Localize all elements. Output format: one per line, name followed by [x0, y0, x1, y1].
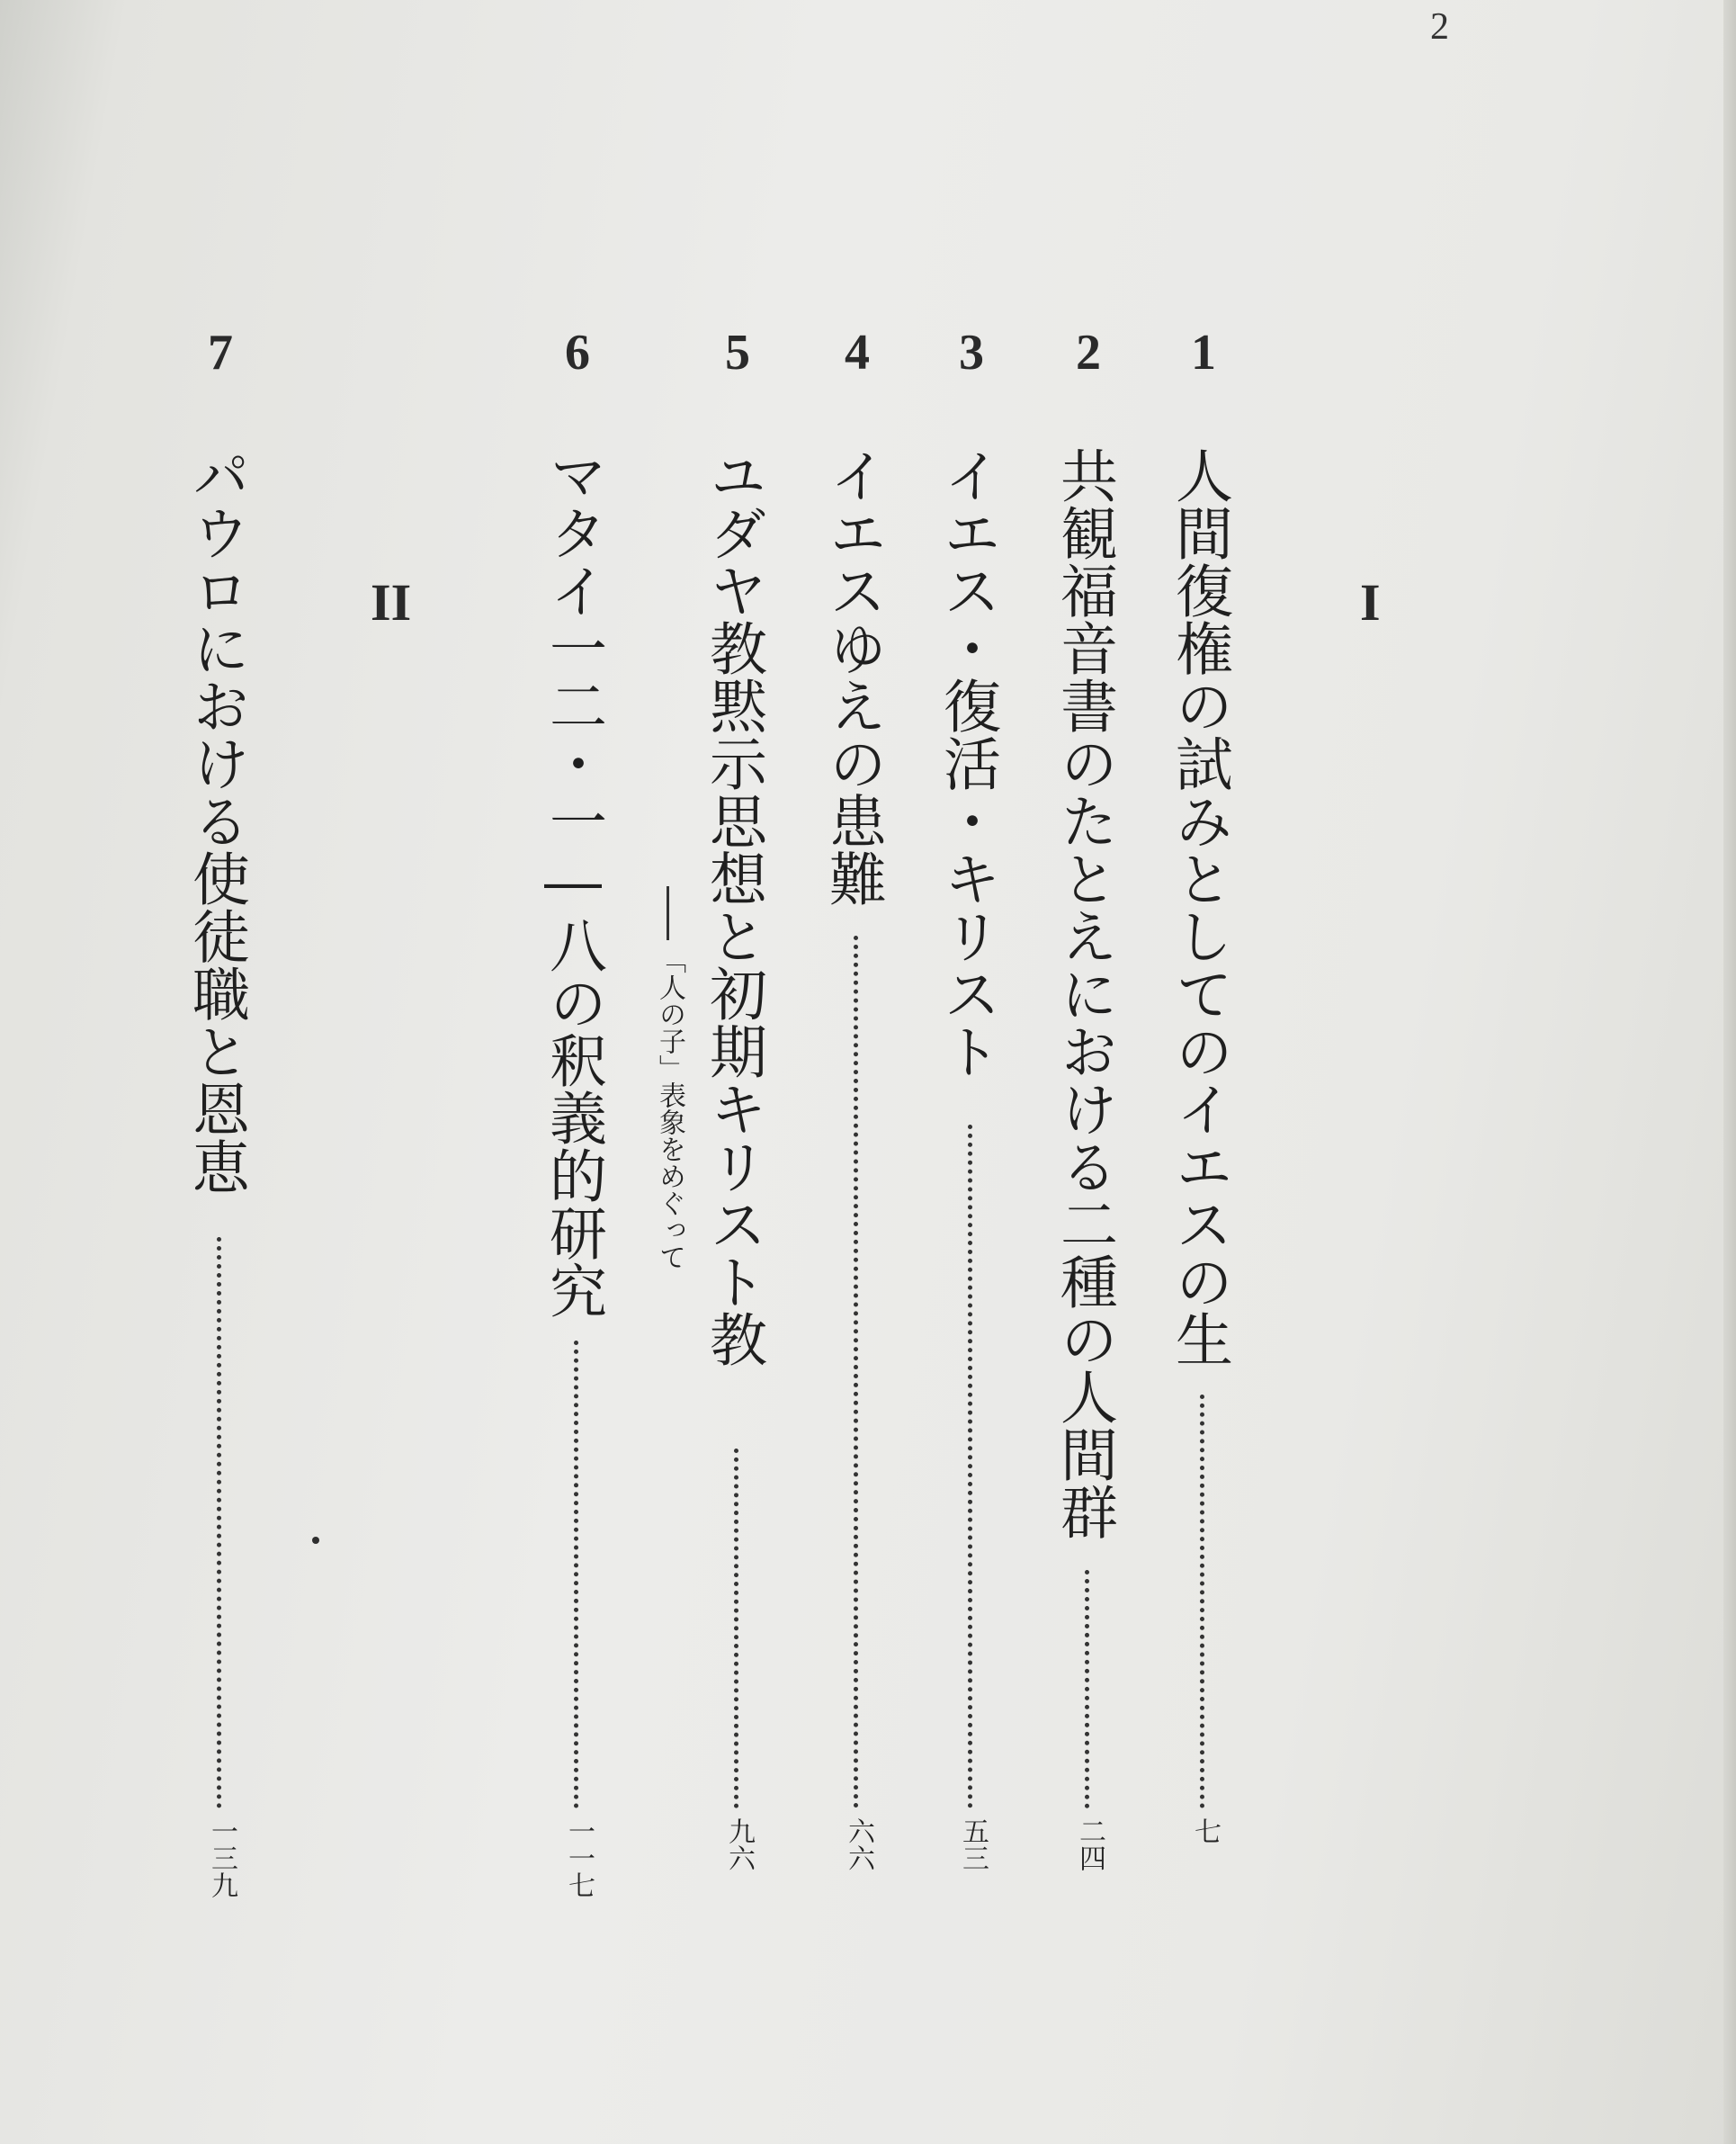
toc-entry-page: 九六 [723, 1817, 755, 1871]
toc-entry-number: 4 [845, 325, 870, 381]
paper-speck [312, 1537, 319, 1544]
dot-leader [217, 1237, 221, 1808]
page-edge [1723, 0, 1736, 2144]
toc-entry-title[interactable]: イエスゆえの患難 [819, 446, 886, 907]
toc-entry-title[interactable]: マタイ一二・一―八の釈義的研究 [540, 446, 606, 1319]
toc-entry-page: 五三 [957, 1817, 989, 1871]
toc-entry-page: 七 [1189, 1817, 1221, 1844]
dot-leader [968, 1125, 972, 1808]
toc-entry-page: 六六 [843, 1817, 874, 1871]
dot-leader [1085, 1570, 1089, 1808]
dot-leader [734, 1449, 738, 1808]
section-mark-ii: II [371, 573, 412, 632]
toc-entry-page: 一三九 [206, 1817, 237, 1898]
toc-entry-title[interactable]: パウロにおける使徒職と恩恵 [183, 446, 249, 1195]
toc-entry-subtitle: 「人の子」表象をめぐって [654, 946, 685, 1270]
dot-leader [854, 936, 858, 1808]
toc-entry-number: 5 [725, 325, 750, 381]
subtitle-dash [667, 886, 669, 940]
toc-entry-number: 7 [208, 325, 233, 381]
toc-entry-number: 2 [1076, 325, 1101, 381]
page-number: 2 [1430, 6, 1449, 48]
toc-entry-title[interactable]: ユダヤ教黙示思想と初期キリスト教 [700, 446, 766, 1368]
dot-leader [1200, 1395, 1204, 1808]
toc-entry-page: 一一七 [563, 1817, 595, 1898]
toc-entry-number: 3 [959, 325, 984, 381]
toc-entry-number: 1 [1191, 325, 1216, 381]
toc-entry-number: 6 [565, 325, 590, 381]
toc-entry-title[interactable]: 共観福音書のたとえにおける二種の人間群 [1051, 446, 1117, 1540]
dot-leader [574, 1341, 578, 1808]
toc-entry-title[interactable]: 人間復権の試みとしてのイエスの生 [1166, 446, 1232, 1368]
section-mark-i: I [1360, 573, 1381, 632]
toc-entry-title[interactable]: イエス・復活・キリスト [934, 446, 1000, 1080]
toc-entry-page: 二四 [1074, 1817, 1105, 1871]
